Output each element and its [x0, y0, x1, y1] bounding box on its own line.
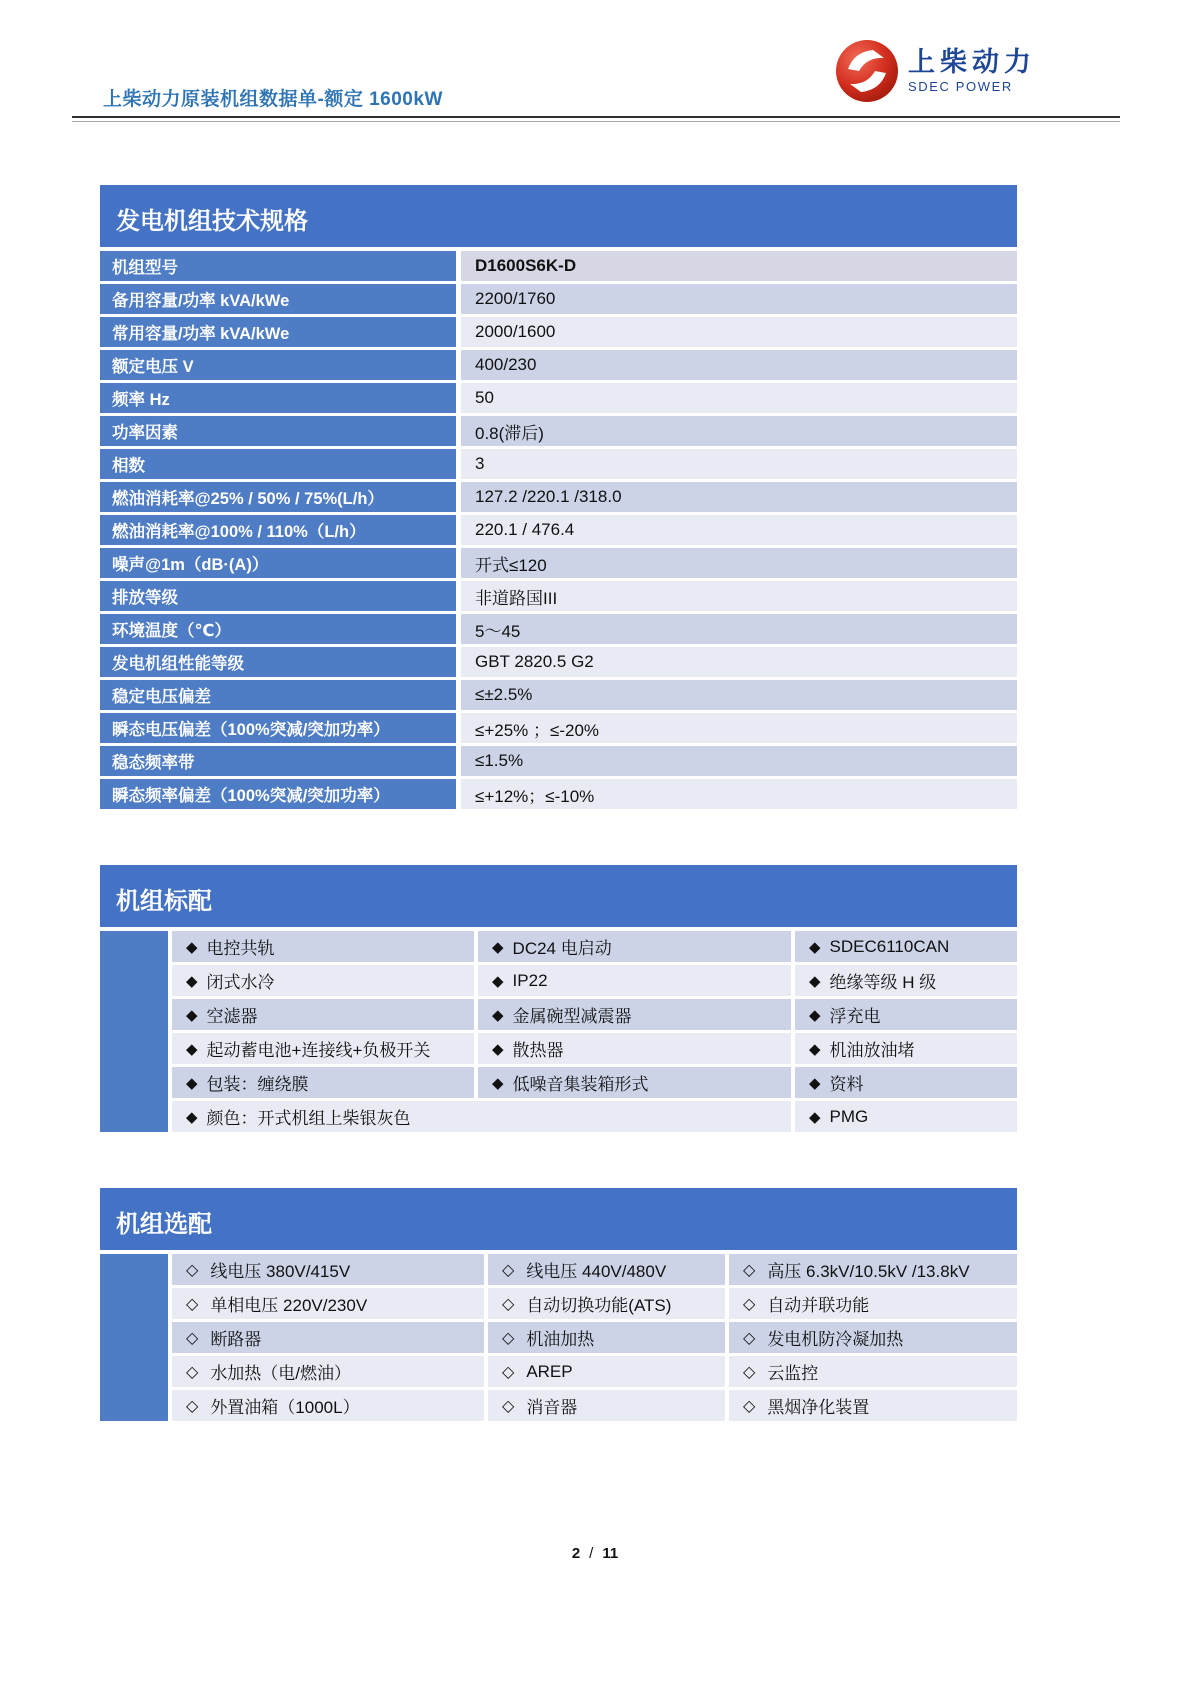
- config-item: [172, 999, 474, 1030]
- option-item: [729, 1288, 1017, 1319]
- filled-diamond-icon: ◆: [809, 1074, 821, 1092]
- option-item-label: 线电压 380V/415V: [210, 1262, 351, 1281]
- filled-diamond-icon: ◆: [186, 1040, 198, 1058]
- option-item-label: 云监控: [767, 1364, 819, 1383]
- spec-value: ≤1.5%: [461, 746, 1017, 776]
- option-item: [488, 1322, 725, 1353]
- config-item-label: 机油放油堵: [829, 1041, 915, 1060]
- config-item-label: 空滤器: [206, 1007, 258, 1026]
- table-row: [100, 317, 1017, 347]
- table-row: [100, 383, 1017, 413]
- page-separator: /: [589, 1545, 594, 1562]
- option-item: [488, 1254, 725, 1285]
- spec-value: ≤±2.5%: [461, 680, 1017, 710]
- config-item: [172, 931, 474, 962]
- table-row: [172, 1322, 1017, 1353]
- option-item-label: 消音器: [526, 1398, 578, 1417]
- table-row: [100, 284, 1017, 314]
- logo-name-en: SDEC POWER: [908, 79, 1013, 95]
- left-accent-strip: [100, 931, 168, 1132]
- hollow-diamond-icon: ◇: [186, 1329, 199, 1347]
- option-item: [729, 1390, 1017, 1421]
- table-row: [172, 965, 1017, 996]
- config-item-label: 起动蓄电池+连接线+负极开关: [206, 1041, 431, 1060]
- option-item-label: 发电机防冷凝加热: [767, 1330, 904, 1349]
- table-row: [100, 350, 1017, 380]
- config-item-label: 闭式水冷: [206, 973, 275, 992]
- option-item-label: 机油加热: [526, 1330, 595, 1349]
- config-item: [478, 1033, 791, 1064]
- table-row: [100, 614, 1017, 644]
- left-accent-strip: [100, 1254, 168, 1421]
- filled-diamond-icon: ◆: [186, 972, 198, 990]
- filled-diamond-icon: ◆: [809, 1040, 821, 1058]
- option-item-label: 高压 6.3kV/10.5kV /13.8kV: [767, 1262, 970, 1281]
- section-standard-config: [100, 865, 1017, 1132]
- table-row: [100, 482, 1017, 512]
- option-item: [172, 1322, 484, 1353]
- spec-value: 2200/1760: [461, 284, 1017, 314]
- section-optional-config: [100, 1188, 1017, 1421]
- spec-value: 开式≤120: [461, 548, 1017, 578]
- spec-label: 功率因素: [100, 416, 456, 446]
- option-item: [172, 1356, 484, 1387]
- config-item-label: DC24 电启动: [512, 939, 612, 958]
- table-row: [172, 1033, 1017, 1064]
- config-item-label: 绝缘等级 H 级: [829, 973, 937, 992]
- filled-diamond-icon: ◆: [492, 1074, 504, 1092]
- config-item: [172, 1033, 474, 1064]
- sdec-logo-ball-icon: [834, 38, 900, 104]
- hollow-diamond-icon: ◇: [502, 1261, 515, 1279]
- table-row: [100, 647, 1017, 677]
- hollow-diamond-icon: ◇: [502, 1363, 515, 1381]
- spec-value: 220.1 / 476.4: [461, 515, 1017, 545]
- table-row: [100, 416, 1017, 446]
- option-item: [729, 1356, 1017, 1387]
- page-current: 2: [571, 1545, 581, 1562]
- option-item-label: 自动切换功能(ATS): [526, 1296, 672, 1315]
- option-item-label: 线电压 440V/480V: [526, 1262, 667, 1281]
- hollow-diamond-icon: ◇: [502, 1397, 515, 1415]
- spec-value: 50: [461, 383, 1017, 413]
- spec-label: 瞬态频率偏差（100%突减/突加功率）: [100, 779, 456, 809]
- spec-label: 机组型号: [100, 251, 456, 281]
- option-item-label: 单相电压 220V/230V: [210, 1296, 368, 1315]
- standard-section-title: 机组标配: [100, 865, 1017, 927]
- spec-label: 稳定电压偏差: [100, 680, 456, 710]
- hollow-diamond-icon: ◇: [186, 1397, 199, 1415]
- table-row: [100, 548, 1017, 578]
- filled-diamond-icon: ◆: [809, 938, 821, 956]
- header-divider: [72, 116, 1120, 122]
- spec-value: D1600S6K-D: [461, 251, 1017, 281]
- spec-value: 0.8(滞后): [461, 416, 1017, 446]
- config-item: [172, 1067, 474, 1098]
- table-row: [172, 1254, 1017, 1285]
- config-item-label: 低噪音集装箱形式: [512, 1075, 649, 1094]
- table-row: [100, 449, 1017, 479]
- hollow-diamond-icon: ◇: [186, 1295, 199, 1313]
- spec-label: 环境温度（℃）: [100, 614, 456, 644]
- table-row: [172, 931, 1017, 962]
- option-item-label: 外置油箱（1000L）: [210, 1398, 360, 1417]
- config-item-label: 散热器: [512, 1041, 564, 1060]
- table-row: [100, 713, 1017, 743]
- hollow-diamond-icon: ◇: [502, 1329, 515, 1347]
- config-item-label: 颜色：开式机组上柴银灰色: [206, 1109, 411, 1128]
- config-item: [172, 1101, 791, 1132]
- spec-label: 瞬态电压偏差（100%突减/突加功率）: [100, 713, 456, 743]
- spec-value: 5～45: [461, 614, 1017, 644]
- spec-value: ≤+12%；≤-10%: [461, 779, 1017, 809]
- table-row: [172, 1288, 1017, 1319]
- filled-diamond-icon: ◆: [809, 1006, 821, 1024]
- spec-label: 额定电压 V: [100, 350, 456, 380]
- config-item: [478, 1067, 791, 1098]
- config-item: [172, 965, 474, 996]
- document-title: 上柴动力原装机组数据单-额定 1600kW: [103, 89, 443, 110]
- spec-value: 127.2 /220.1 /318.0: [461, 482, 1017, 512]
- spec-label: 燃油消耗率@25% / 50% / 75%(L/h）: [100, 482, 456, 512]
- config-item-label: 电控共轨: [206, 939, 275, 958]
- filled-diamond-icon: ◆: [492, 972, 504, 990]
- option-item-label: 断路器: [210, 1330, 262, 1349]
- table-row: [172, 1356, 1017, 1387]
- standard-config-table: [100, 931, 1017, 1132]
- hollow-diamond-icon: ◇: [186, 1363, 199, 1381]
- option-item-label: AREP: [526, 1361, 573, 1381]
- hollow-diamond-icon: ◇: [186, 1261, 199, 1279]
- spec-value: 400/230: [461, 350, 1017, 380]
- hollow-diamond-icon: ◇: [743, 1363, 756, 1381]
- option-item-label: 水加热（电/燃油）: [210, 1364, 352, 1383]
- table-row: [100, 746, 1017, 776]
- config-item: [478, 965, 791, 996]
- hollow-diamond-icon: ◇: [743, 1295, 756, 1313]
- table-row: [100, 581, 1017, 611]
- spec-label: 燃油消耗率@100% / 110%（L/h）: [100, 515, 456, 545]
- config-item-label: 浮充电: [829, 1007, 881, 1026]
- filled-diamond-icon: ◆: [492, 1006, 504, 1024]
- section-spec-table: [100, 185, 1017, 812]
- spec-label: 发电机组性能等级: [100, 647, 456, 677]
- sdec-logo-text: [908, 48, 1036, 95]
- filled-diamond-icon: ◆: [186, 1108, 198, 1126]
- table-row: [172, 999, 1017, 1030]
- spec-value: 非道路国III: [461, 581, 1017, 611]
- hollow-diamond-icon: ◇: [743, 1329, 756, 1347]
- table-row: [172, 1067, 1017, 1098]
- option-item: [172, 1254, 484, 1285]
- spec-label: 噪声@1m（dB·(A)）: [100, 548, 456, 578]
- config-item-label: 金属碗型减震器: [512, 1007, 632, 1026]
- table-row: [172, 1390, 1017, 1421]
- option-item: [172, 1390, 484, 1421]
- spec-label: 备用容量/功率 kVA/kWe: [100, 284, 456, 314]
- option-item: [488, 1356, 725, 1387]
- table-row: [172, 1101, 1017, 1132]
- table-row: [100, 680, 1017, 710]
- filled-diamond-icon: ◆: [186, 1006, 198, 1024]
- table-row: [100, 515, 1017, 545]
- option-item: [488, 1288, 725, 1319]
- hollow-diamond-icon: ◇: [743, 1397, 756, 1415]
- spec-label: 稳态频率带: [100, 746, 456, 776]
- spec-label: 排放等级: [100, 581, 456, 611]
- spec-value: 2000/1600: [461, 317, 1017, 347]
- logo-name-cn: 上柴动力: [908, 46, 1036, 77]
- page-total: 11: [602, 1545, 619, 1562]
- hollow-diamond-icon: ◇: [743, 1261, 756, 1279]
- filled-diamond-icon: ◆: [809, 972, 821, 990]
- page-number: [0, 1545, 1190, 1562]
- spec-value: 3: [461, 449, 1017, 479]
- spec-section-title: 发电机组技术规格: [100, 185, 1017, 247]
- spec-value: GBT 2820.5 G2: [461, 647, 1017, 677]
- config-item: [478, 931, 791, 962]
- filled-diamond-icon: ◆: [186, 938, 198, 956]
- config-item: [795, 1067, 1017, 1098]
- spec-label: 相数: [100, 449, 456, 479]
- filled-diamond-icon: ◆: [492, 938, 504, 956]
- spec-label: 常用容量/功率 kVA/kWe: [100, 317, 456, 347]
- spec-label: 频率 Hz: [100, 383, 456, 413]
- option-item: [729, 1322, 1017, 1353]
- table-row: [100, 251, 1017, 281]
- option-item-label: 自动并联功能: [767, 1296, 870, 1315]
- config-item-label: 包装：缠绕膜: [206, 1075, 309, 1094]
- config-item: [795, 931, 1017, 962]
- optional-section-title: 机组选配: [100, 1188, 1017, 1250]
- optional-config-table: [100, 1254, 1017, 1421]
- config-item-label: SDEC6110CAN: [829, 936, 950, 956]
- option-item-label: 黑烟净化装置: [767, 1398, 870, 1417]
- filled-diamond-icon: ◆: [809, 1108, 821, 1126]
- config-item: [795, 1101, 1017, 1132]
- filled-diamond-icon: ◆: [492, 1040, 504, 1058]
- table-row: [100, 779, 1017, 809]
- config-item: [795, 1033, 1017, 1064]
- option-item: [488, 1390, 725, 1421]
- config-item: [795, 965, 1017, 996]
- hollow-diamond-icon: ◇: [502, 1295, 515, 1313]
- config-item: [795, 999, 1017, 1030]
- config-item: [478, 999, 791, 1030]
- sdec-logo: [834, 38, 1036, 104]
- config-item-label: PMG: [829, 1106, 869, 1126]
- config-item-label: 资料: [829, 1075, 864, 1094]
- config-item-label: IP22: [512, 970, 548, 990]
- option-item: [172, 1288, 484, 1319]
- option-item: [729, 1254, 1017, 1285]
- filled-diamond-icon: ◆: [186, 1074, 198, 1092]
- spec-value: ≤+25% ；≤-20%: [461, 713, 1017, 743]
